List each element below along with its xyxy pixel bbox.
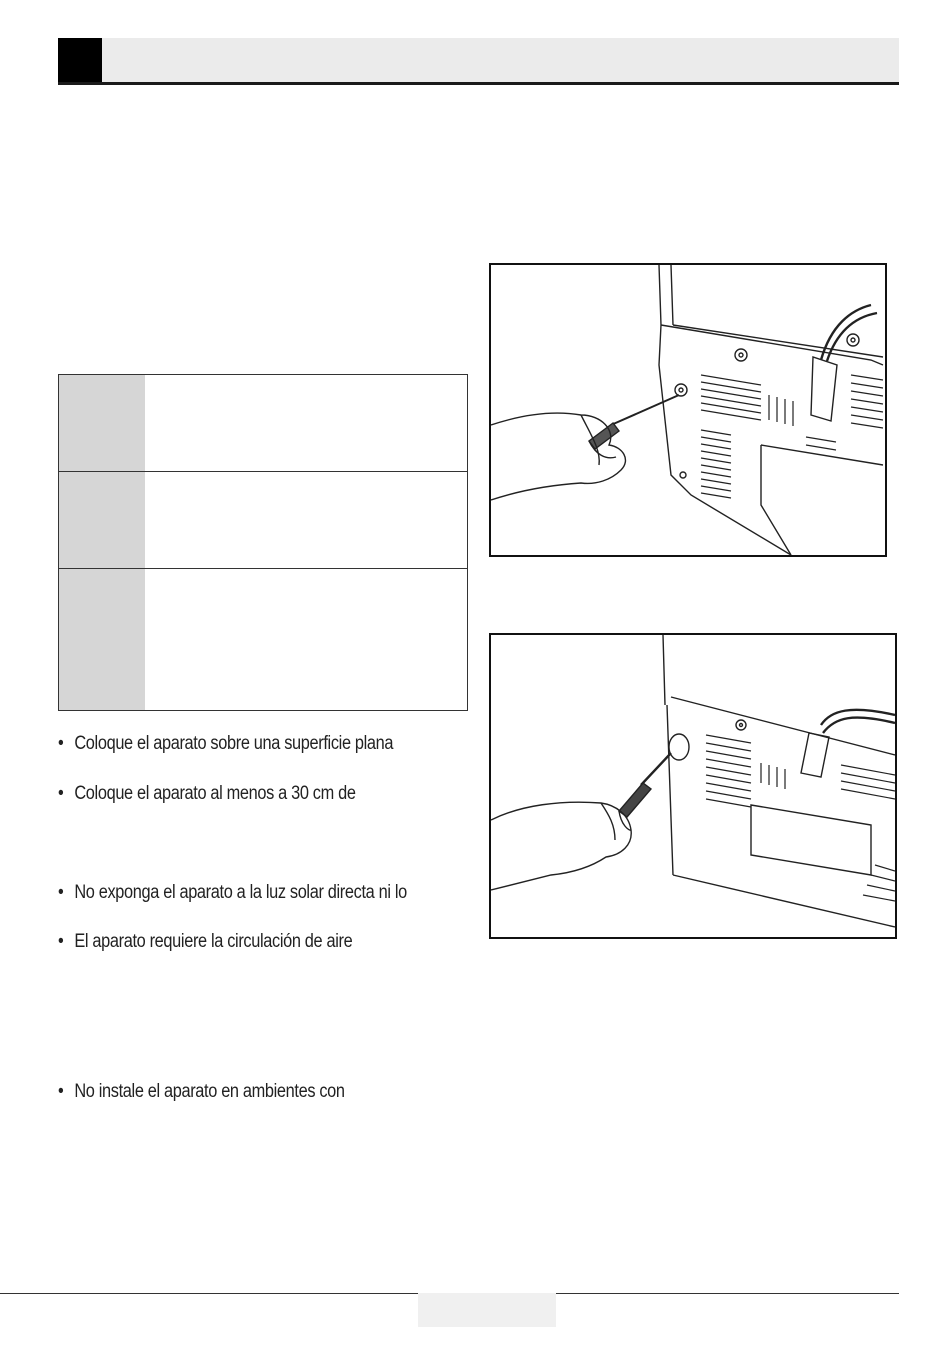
- list-item: [58, 733, 393, 755]
- bullet-symbol: •: [58, 931, 64, 952]
- table-row: [59, 472, 467, 569]
- list-item-text: No exponga el aparato a la luz solar directa ni lo: [74, 882, 407, 903]
- list-item-text: Coloque el aparato al menos a 30 cm de: [74, 783, 356, 804]
- bullet-symbol: •: [58, 733, 64, 754]
- section-number-box: [58, 38, 102, 82]
- list-item-text: Coloque el aparato sobre una superficie plana: [74, 733, 394, 754]
- table-row-label-cell: [59, 472, 145, 568]
- list-item: [58, 931, 352, 953]
- page-number-box: [418, 1293, 556, 1327]
- bullet-symbol: •: [58, 783, 64, 804]
- list-item: [58, 783, 356, 805]
- list-item-text: No instale el aparato en ambientes con: [74, 1081, 345, 1102]
- screwdriver-fitting-drawing: [491, 635, 895, 937]
- table-row-label-cell: [59, 375, 145, 471]
- table-row: [59, 375, 467, 472]
- screwdriver-fitting-illustration: [489, 633, 897, 939]
- list-item: [58, 1081, 345, 1103]
- back-panel-screw-illustration: [489, 263, 887, 557]
- section-header-bar: [58, 38, 899, 85]
- table-row: [59, 569, 467, 710]
- back-panel-drawing: [491, 265, 885, 555]
- table-row-label-cell: [59, 569, 145, 710]
- bullet-symbol: •: [58, 882, 64, 903]
- bullet-symbol: •: [58, 1081, 64, 1102]
- list-item-text: El aparato requiere la circulación de aire: [74, 931, 353, 952]
- info-table: [58, 374, 468, 711]
- list-item: [58, 882, 407, 904]
